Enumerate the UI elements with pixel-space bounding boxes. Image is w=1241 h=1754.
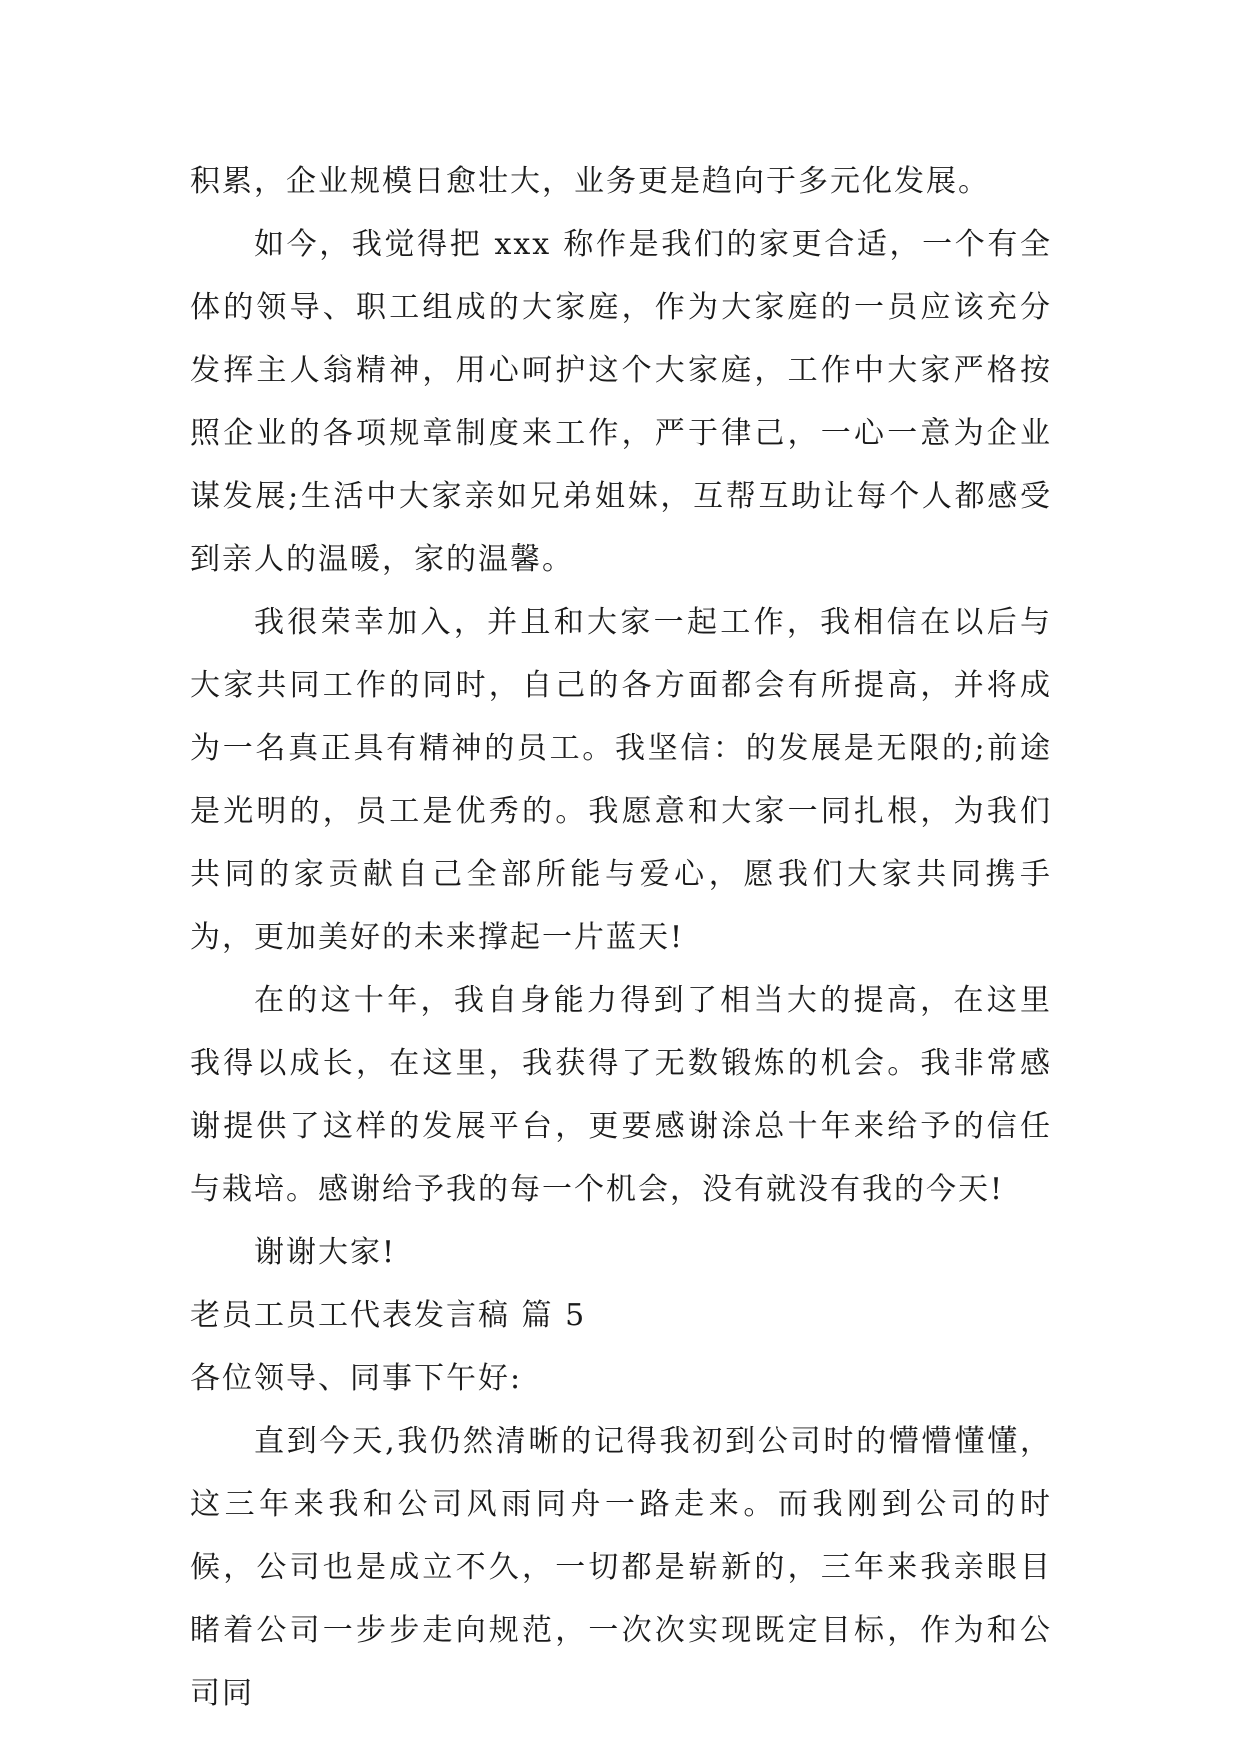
salutation: 各位领导、同事下午好: [190, 1361, 523, 1396]
paragraph-memory: 直到今天,我仍然清晰的记得我初到公司时的懵懵懂懂，这三年来我和公司风雨同舟一路走来。而我刚到公司的时候，公司也是成立不久，一切都是崭新的，三年来我亲眼目睹着公司一步步走向规范，一次次实现既定目标，作为和公司同 [190, 1424, 1052, 1711]
paragraph-ten-years: 在的这十年，我自身能力得到了相当大的提高，在这里我得以成长，在这里，我获得了无数锻炼的机会。我非常感谢提供了这样的发展平台，更要感谢涂总十年来给予的信任与栽培。感谢给予我的每一个机会，没有就没有我的今天! [190, 983, 1052, 1207]
section-heading: 老员工员工代表发言稿 篇 5 [190, 1298, 587, 1333]
paragraph-continuation: 积累，企业规模日愈壮大，业务更是趋向于多元化发展。 [190, 164, 990, 199]
document-body [190, 150, 1052, 1725]
paragraph-thanks: 谢谢大家! [254, 1235, 397, 1270]
paragraph-honor: 我很荣幸加入，并且和大家一起工作，我相信在以后与大家共同工作的同时，自己的各方面都会有所提高，并将成为一名真正具有精神的员工。我坚信：的发展是无限的;前途是光明的，员工是优秀的。我愿意和大家一同扎根，为我们共同的家贡献自己全部所能与爱心，愿我们大家共同携手为，更加美好的未来撑起一片蓝天! [190, 605, 1052, 955]
paragraph-family: 如今，我觉得把 xxx 称作是我们的家更合适，一个有全体的领导、职工组成的大家庭，作为大家庭的一员应该充分发挥主人翁精神，用心呵护这个大家庭，工作中大家严格按照企业的各项规章制度来工作，严于律己，一心一意为企业谋发展;生活中大家亲如兄弟姐妹，互帮互助让每个人都感受到亲人的温暖，家的温馨。 [190, 227, 1052, 577]
